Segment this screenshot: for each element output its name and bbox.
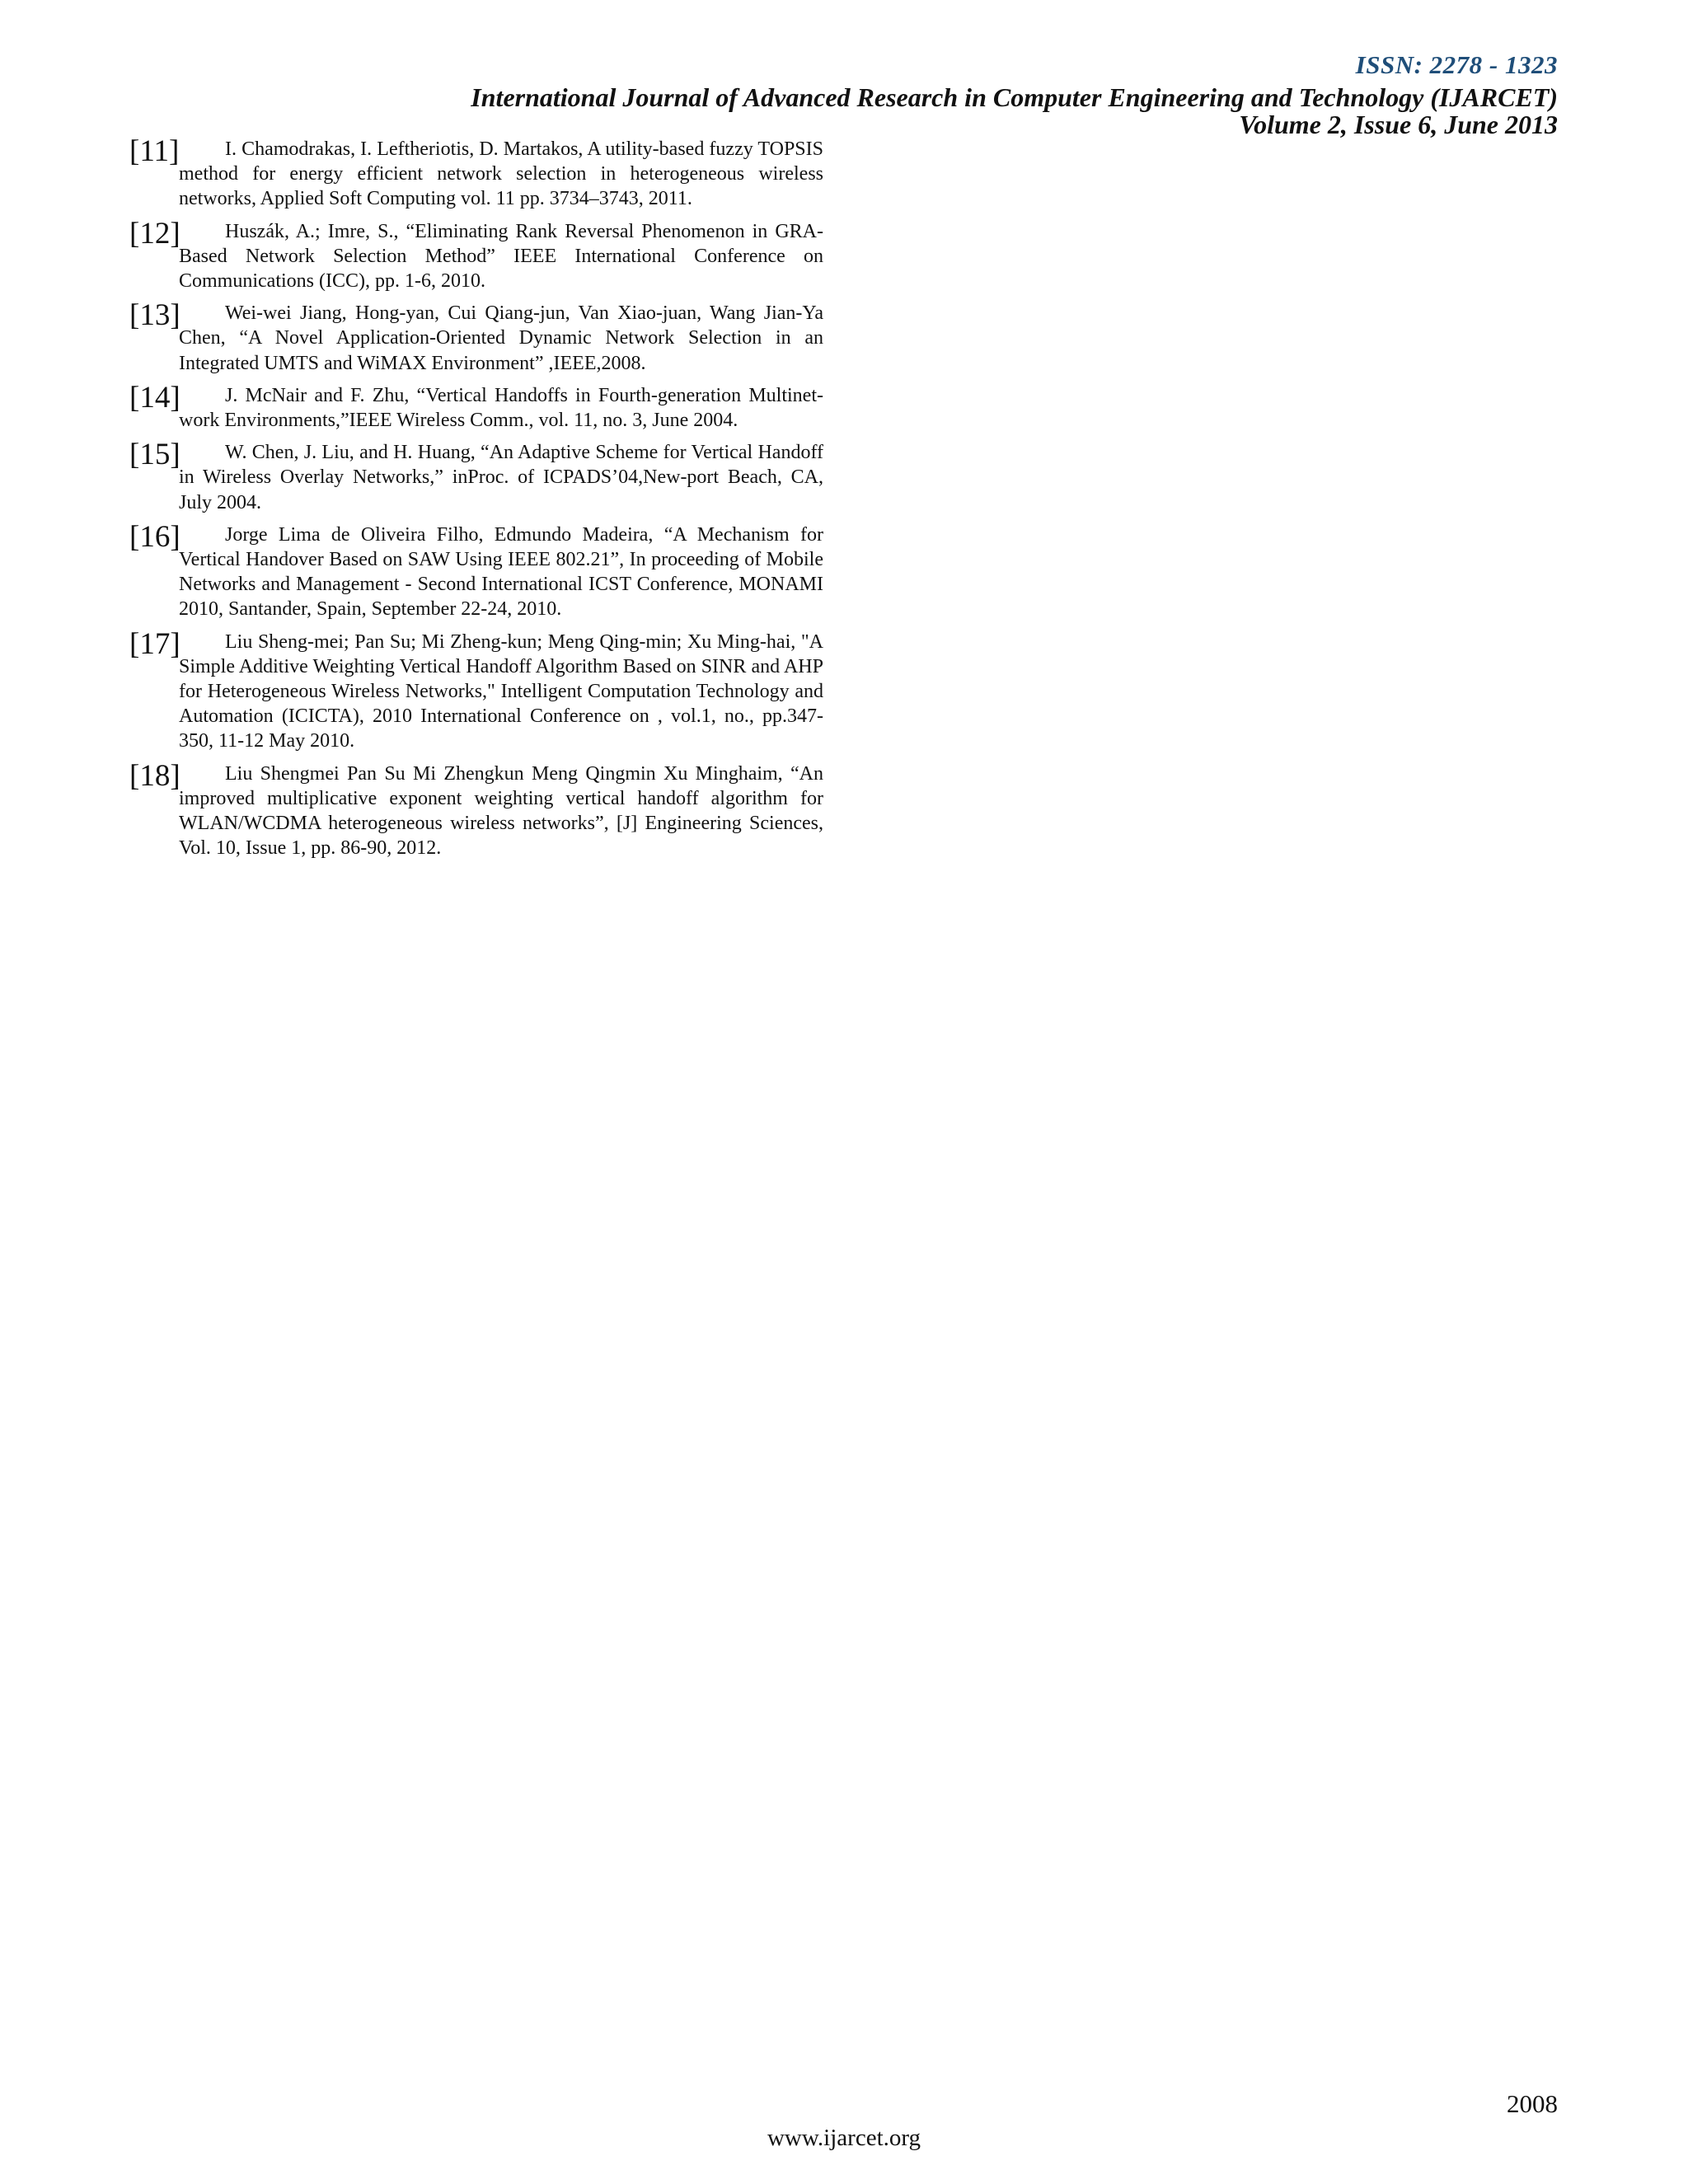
reference-text: W. Chen, J. Liu, and H. Huang, “An Adaptive Scheme for Vertical Handoff in Wireless Overlay Networks,” inProc. of ICPADS’04,New-port Beach, CA, July 2004.	[179, 442, 823, 513]
journal-title: International Journal of Advanced Research in Computer Engineering and Technology (IJARCET)	[471, 82, 1558, 112]
issn-label: ISSN: 2278 - 1323	[1355, 50, 1558, 79]
reference-item	[127, 626, 823, 754]
reference-number: [13]	[129, 298, 181, 333]
reference-number: [17]	[129, 626, 181, 661]
reference-item	[127, 380, 823, 433]
reference-item	[127, 758, 823, 861]
reference-number: [14]	[129, 380, 181, 415]
reference-number: [18]	[129, 758, 181, 793]
reference-item	[127, 519, 823, 622]
references-list	[127, 134, 823, 868]
journal-header	[471, 46, 1558, 138]
reference-text: I. Chamodrakas, I. Leftheriotis, D. Martakos, A utility-based fuzzy TOPSIS method for energy efficient network selection in heterogeneous wireless networks, Applied Soft Computing vol. 11 pp. 3734–3743, 2011.	[179, 138, 823, 210]
reference-text: Wei-wei Jiang, Hong-yan, Cui Qiang-jun, Van Xiao-juan, Wang Jian-Ya Chen, “A Novel Application-Oriented Dynamic Network Selection in an Integrated UMTS and WiMAX Environment” ,IEEE,2008.	[179, 302, 823, 374]
reference-item	[127, 298, 823, 376]
reference-text: Liu Shengmei Pan Su Mi Zhengkun Meng Qingmin Xu Minghaim, “An improved multiplicative exponent weighting vertical handoff algorithm for WLAN/WCDMA heterogeneous wireless networks”, [J] Engineering Sciences, Vol. 10, Issue 1, pp. 86-90, 2012.	[179, 762, 823, 860]
reference-item	[127, 440, 823, 515]
reference-text: J. McNair and F. Zhu, “Vertical Handoffs in Fourth-generation Multinet-work Environments,”IEEE Wireless Comm., vol. 11, no. 3, June 2004.	[179, 384, 823, 432]
reference-number: [16]	[129, 519, 181, 554]
reference-item	[127, 216, 823, 294]
footer-url: www.ijarcet.org	[767, 2125, 921, 2151]
reference-item	[127, 134, 823, 212]
page-number: 2008	[1507, 2089, 1558, 2118]
reference-number: [15]	[129, 438, 181, 472]
reference-text: Jorge Lima de Oliveira Filho, Edmundo Madeira, “A Mechanism for Vertical Handover Based on SAW Using IEEE 802.21”, In proceeding of Mobile Networks and Management - Second International ICST Conference, MONAMI 2010, Santander, Spain, September 22-24, 2010.	[179, 523, 823, 621]
reference-text: Huszák, A.; Imre, S., “Eliminating Rank Reversal Phenomenon in GRA-Based Network Selection Method” IEEE International Conference on Communications (ICC), pp. 1-6, 2010.	[179, 220, 823, 293]
reference-number: [11]	[129, 134, 180, 168]
reference-text: Liu Sheng-mei; Pan Su; Mi Zheng-kun; Meng Qing-min; Xu Ming-hai, "A Simple Additive Weighting Vertical Handoff Algorithm Based on SINR and AHP for Heterogeneous Wireless Networks," Intelligent Computation Technology and Automation (ICICTA), 2010 International Conference on , vol.1, no., pp.347-350, 11-12 May 2010.	[179, 630, 823, 752]
volume-issue: Volume 2, Issue 6, June 2013	[1239, 110, 1558, 139]
reference-number: [12]	[129, 216, 181, 251]
